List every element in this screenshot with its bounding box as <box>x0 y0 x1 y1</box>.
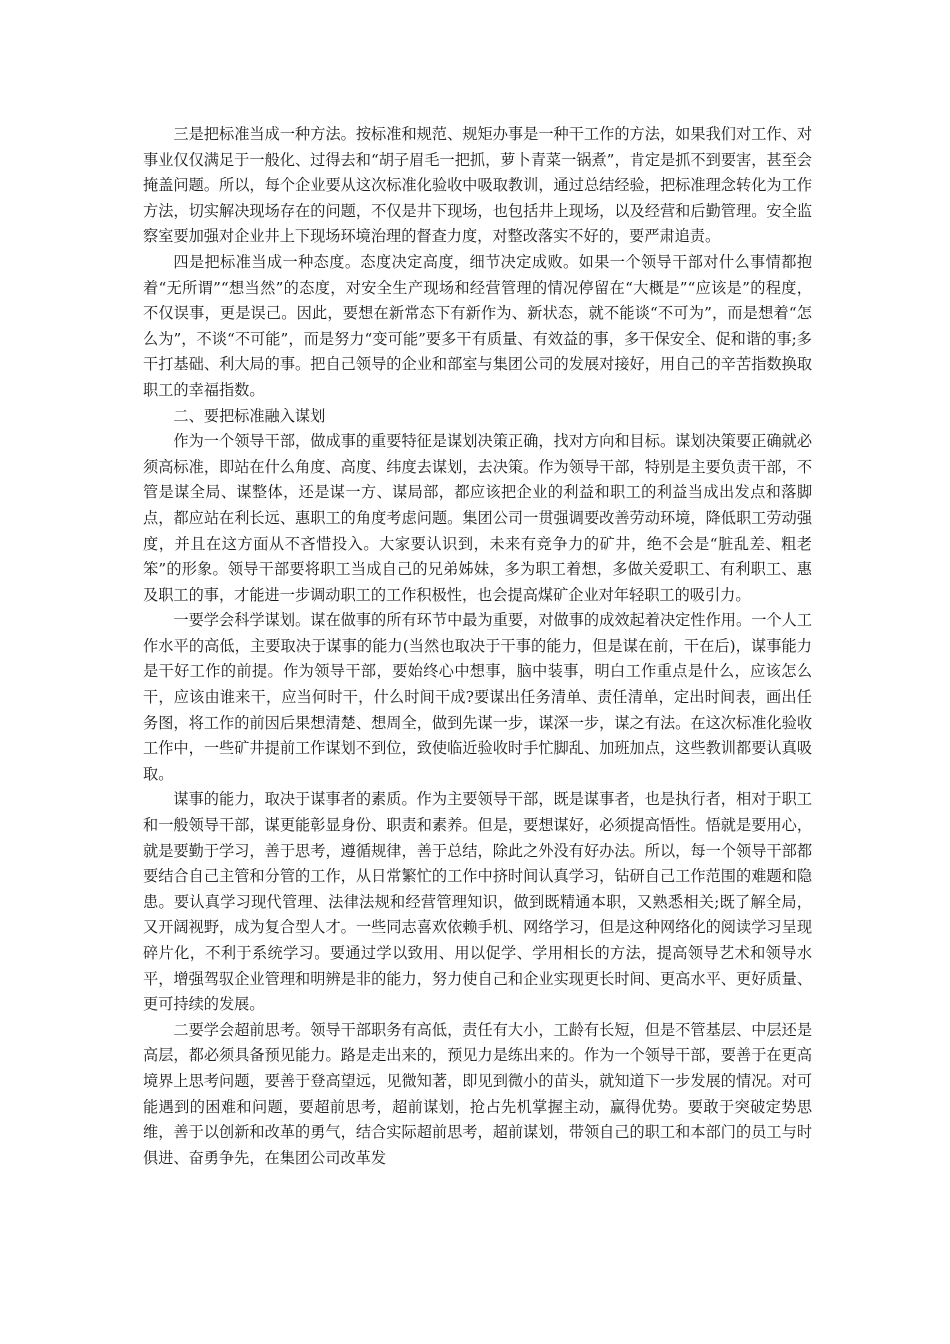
paragraph-forward-thinking: 二要学会超前思考。领导干部职务有高低，责任有大小，工龄有长短，但是不管基层、中层还是高层，都必须具备预见能力。路是走出来的，预见力是练出来的。作为一个领导干部，要善于在更高境界上思考问题，要善于登高望远，见微知著，即见到微小的苗头，就知道下一步发展的情况。对可能遇到的困难和问题，要超前思考，超前谋划，抢占先机掌握主动，赢得优势。要敢于突破定势思维，善于以创新和改革的勇气，结合实际超前思考，超前谋划，带领自己的职工和本部门的员工与时俱进、奋勇争先，在集团公司改革发 <box>143 1020 812 1167</box>
paragraph-standard-as-method: 三是把标准当成一种方法。按标准和规范、规矩办事是一种干工作的方法，如果我们对工作、对事业仅仅满足于一般化、过得去和“胡子眉毛一把抓，萝卜青菜一锅煮”，肯定是抓不到要害，甚至会掩盖问题。所以，每个企业要从这次标准化验收中吸取教训，通过总结经验，把标准理念转化为工作方法，切实解决现场存在的问题，不仅是井下现场，也包括井上现场，以及经营和后勤管理。安全监察室要加强对企业井上下现场环境治理的督查力度，对整改落实不好的，要严肃追责。 <box>143 125 812 246</box>
section-heading-planning: 二、要把标准融入谋划 <box>173 406 326 425</box>
paragraph-scientific-planning: 一要学会科学谋划。谋在做事的所有环节中最为重要，对做事的成效起着决定性作用。一个人工作水平的高低，主要取决于谋事的能力(当然也取决于干事的能力，但是谋在前，干在后)，谋事能力是干好工作的前提。作为领导干部，要始终心中想事，脑中装事，明白工作重点是什么，应该怎么干，应该由谁来干，应当何时干，什么时间干成?要谋出任务清单、责任清单，定出时间表，画出任务图，将工作的前因后果想清楚、想周全，做到先谋一步，谋深一步，谋之有法。在这次标准化验收工作中，一些矿井提前工作谋划不到位，致使临近验收时手忙脚乱、加班加点，这些教训都要认真吸取。 <box>143 611 812 783</box>
paragraph-standard-as-attitude: 四是把标准当成一种态度。态度决定高度，细节决定成败。如果一个领导干部对什么事情都抱着“无所谓”“想当然”的态度，对安全生产现场和经营管理的情况停留在“大概是”“应该是”的程度，不仅误事，更是误己。因此，要想在新常态下有新作为、新状态，就不能谈“不可为”，而是想着“怎么为”，不谈“不可能”，而是努力“变可能”要多干有质量、有效益的事，多干保安全、促和谐的事;多干打基础、利大局的事。把自己领导的企业和部室与集团公司的发展对接好，用自己的辛苦指数换取职工的幸福指数。 <box>143 252 812 399</box>
document-body <box>143 122 812 1171</box>
paragraph-leader-planning: 作为一个领导干部，做成事的重要特征是谋划决策正确，找对方向和目标。谋划决策要正确就必须高标准，即站在什么角度、高度、纬度去谋划，去决策。作为领导干部，特别是主要负责干部，不管是谋全局、谋整体，还是谋一方、谋局部，都应该把企业的利益和职工的利益当成出发点和落脚点，都应站在利长远、惠职工的角度考虑问题。集团公司一贯强调要改善劳动环境，降低职工劳动强度，并且在这方面从不吝惜投入。大家要认识到，未来有竞争力的矿井，绝不会是“脏乱差、粗老笨”的形象。领导干部要将职工当成自己的兄弟姊妹，多为职工着想，多做关爱职工、有利职工、惠及职工的事，才能进一步调动职工的工作积极性，也会提高煤矿企业对年轻职工的吸引力。 <box>143 432 812 604</box>
paragraph-planning-ability: 谋事的能力，取决于谋事者的素质。作为主要领导干部，既是谋事者，也是执行者，相对于职工和一般领导干部，谋更能彰显身份、职责和素养。但是，要想谋好，必须提高悟性。悟就是要用心，就是要勤于学习，善于思考，遵循规律，善于总结，除此之外没有好办法。所以，每一个领导干部都要结合自己主管和分管的工作，从日常繁忙的工作中挤时间认真学习，钻研自己工作范围的难题和隐患。要认真学习现代管理、法律法规和经营管理知识，做到既精通本职，又熟悉相关;既了解全局，又开阔视野，成为复合型人才。一些同志喜欢依赖手机、网络学习，但是这种网络化的阅读学习呈现碎片化，不利于系统学习。要通过学以致用、用以促学、学用相长的方法，提高领导艺术和领导水平，增强驾驭企业管理和明辨是非的能力，努力使自己和企业实现更长时间、更高水平、更好质量、更可持续的发展。 <box>143 790 812 1014</box>
